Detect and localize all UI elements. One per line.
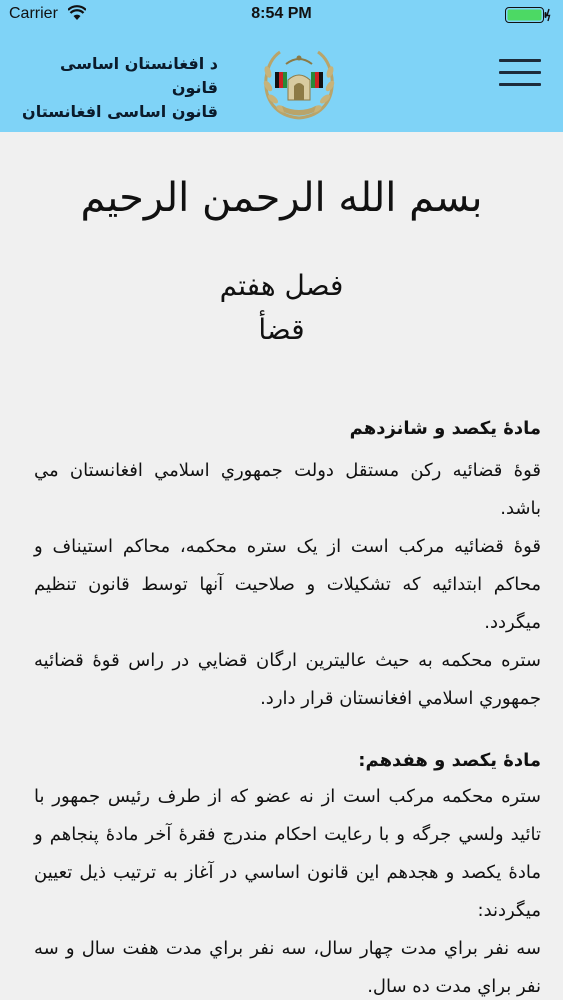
hamburger-menu-button[interactable] xyxy=(499,58,541,88)
menu-bar-middle xyxy=(499,71,541,74)
bismillah-heading: بسم الله الرحمن الرحيم xyxy=(80,175,483,221)
chapter-title: فصل هفتم xyxy=(219,269,344,302)
constitution-text-view[interactable] xyxy=(0,132,563,1000)
article-117-title: مادۀ يکصد و هفدهم: xyxy=(358,750,541,771)
article-116-paragraph-2: قوۀ قضائيه مرکب است از يک ستره محکمه، محاکم استيناف و محاکم ابتدائيه که تشکيلات و صلاحيت آنها توسط قانون تنظيم ميگردد. xyxy=(34,536,541,633)
article-116-paragraph-1: قوۀ قضائيه رکن مستقل دولت جمهوري اسلامي افغانستان مي باشد. xyxy=(34,460,541,519)
article-117-paragraph-2: سه نفر براي مدت چهار سال، سه نفر براي مدت هفت سال و سه نفر براي مدت ده سال. xyxy=(34,938,541,997)
app-header xyxy=(0,30,563,132)
menu-bar-top xyxy=(499,59,541,62)
battery-charging-icon xyxy=(505,7,551,23)
menu-bar-bottom xyxy=(499,83,541,86)
afghanistan-emblem-icon xyxy=(258,42,340,124)
article-116-paragraph-3: ستره محکمه به حيث عاليترين ارگان قضايي در راس قوۀ قضائيه جمهوري اسلامي افغانستان قرار دارد. xyxy=(34,650,541,709)
article-116-title: مادۀ يکصد و شانزدهم xyxy=(349,418,541,439)
app-title-line-1: د افغانستان اساسی قانون xyxy=(60,54,218,97)
app-title-line-2: قانون اساسی افغانستان xyxy=(22,102,218,121)
chapter-subtitle: قضأ xyxy=(258,313,305,346)
article-117-body xyxy=(34,778,541,1000)
article-117-paragraph-1: ستره محکمه مرکب است از نه عضو که از طرف رئيس جمهور با تائيد ولسي جرگه و با رعايت احکام مندرج فقرۀ آخر مادۀ پنجاهم و مادۀ يکصد و هجدهم اين قانون اساسي در آغاز به ترتيب ذيل تعيين ميگردند: xyxy=(34,786,541,921)
chapter-heading xyxy=(0,264,563,352)
status-time: 8:54 PM xyxy=(251,5,312,22)
article-116-body xyxy=(34,452,541,718)
status-bar xyxy=(0,0,563,30)
carrier-label: Carrier xyxy=(9,5,58,22)
app-title xyxy=(18,52,218,124)
